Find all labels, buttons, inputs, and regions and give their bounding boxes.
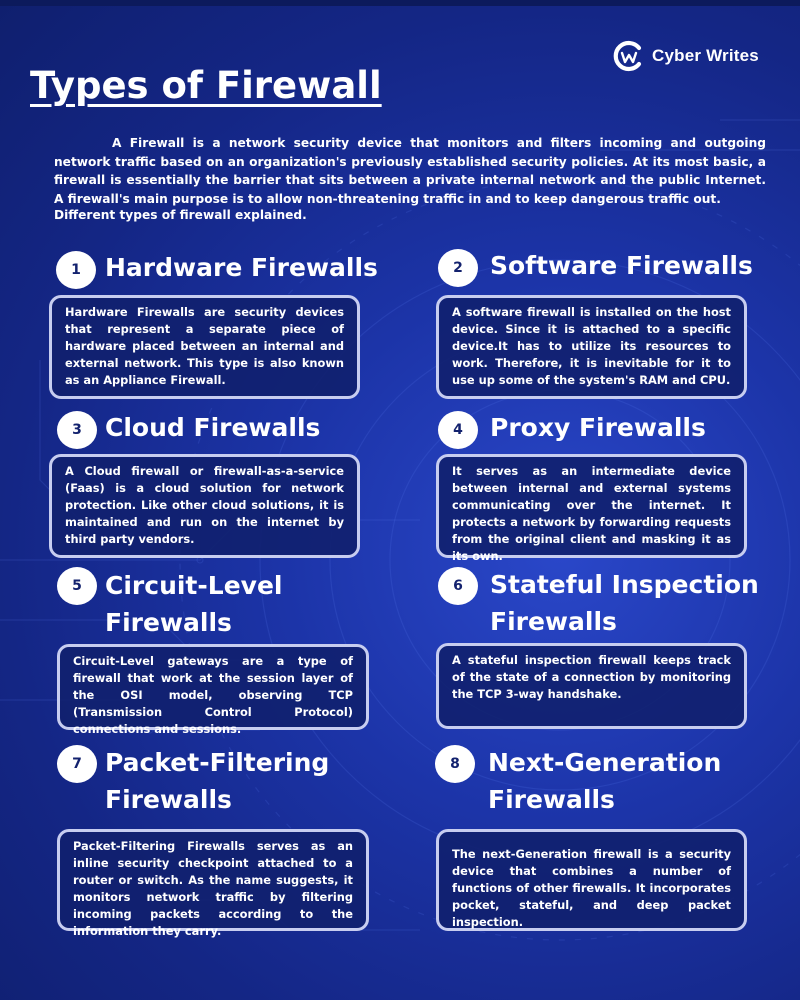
section-number-badge: 7 xyxy=(57,745,97,783)
section-card: It serves as an intermediate device between internal and external systems communicating over the internet. It protects a network by forwarding requests from the original client and masking it as its own. xyxy=(436,454,747,558)
section-number-badge: 6 xyxy=(438,567,478,605)
section-card: A software firewall is installed on the host device. Since it is attached to a specific device.It has to utilize its resources to work. Therefore, it is inevitable for it to use up some of the system's RAM and CPU. xyxy=(436,295,747,399)
section-card: A Cloud firewall or firewall-as-a-service (Faas) is a cloud solution for network protection. Like other cloud solutions, it is maintained and run on the internet by third party vendors. xyxy=(49,454,360,558)
section-number-badge: 2 xyxy=(438,249,478,287)
section-card: The next-Generation firewall is a security device that combines a number of functions of other firewalls. It incorporates pocket, stateful, and deep packet inspection. xyxy=(436,829,747,931)
section-title: Stateful Inspection Firewalls xyxy=(490,570,759,636)
intro-subline: Different types of firewall explained. xyxy=(54,208,307,222)
section-title: Hardware Firewalls xyxy=(105,253,378,282)
section-title: Proxy Firewalls xyxy=(490,413,706,442)
section-card: Hardware Firewalls are security devices that represent a separate piece of hardware placed between an internal and external network. This type is also known as an Appliance Firewall. xyxy=(49,295,360,399)
section-number-badge: 1 xyxy=(56,251,96,289)
section-number-badge: 3 xyxy=(57,411,97,449)
section-title: Circuit-Level Firewalls xyxy=(105,571,283,637)
intro-paragraph: A Firewall is a network security device that monitors and filters incoming and outgoing network traffic based on an organization's previously established security policies. At its most basic, a firewall is essentially the barrier that sits between a private internal network and the public Internet. A firewall's main purpose is to allow non-threatening traffic in and to keep dangerous traffic out. xyxy=(54,136,766,206)
section-card: Packet-Filtering Firewalls serves as an inline security checkpoint attached to a router or switch. As the name suggests, it monitors network traffic by filtering incoming packets according to the information they carry. xyxy=(57,829,369,931)
top-strip xyxy=(0,0,800,6)
section-number-badge: 5 xyxy=(57,567,97,605)
brand xyxy=(612,38,759,74)
cyber-writes-logo-icon xyxy=(612,39,646,73)
section-title: Software Firewalls xyxy=(490,251,753,280)
section-number-badge: 8 xyxy=(435,745,475,783)
page-title: Types of Firewall xyxy=(30,64,382,107)
section-title: Next-Generation Firewalls xyxy=(488,748,722,814)
section-card: A stateful inspection firewall keeps track of the state of a connection by monitoring the TCP 3-way handshake. xyxy=(436,643,747,729)
section-number-badge: 4 xyxy=(438,411,478,449)
brand-name: Cyber Writes xyxy=(652,46,759,65)
section-card: Circuit-Level gateways are a type of firewall that work at the session layer of the OSI model, observing TCP (Transmission Control Protocol) connections and sessions. xyxy=(57,644,369,730)
section-title: Cloud Firewalls xyxy=(105,413,321,442)
section-title: Packet-Filtering Firewalls xyxy=(105,748,330,814)
